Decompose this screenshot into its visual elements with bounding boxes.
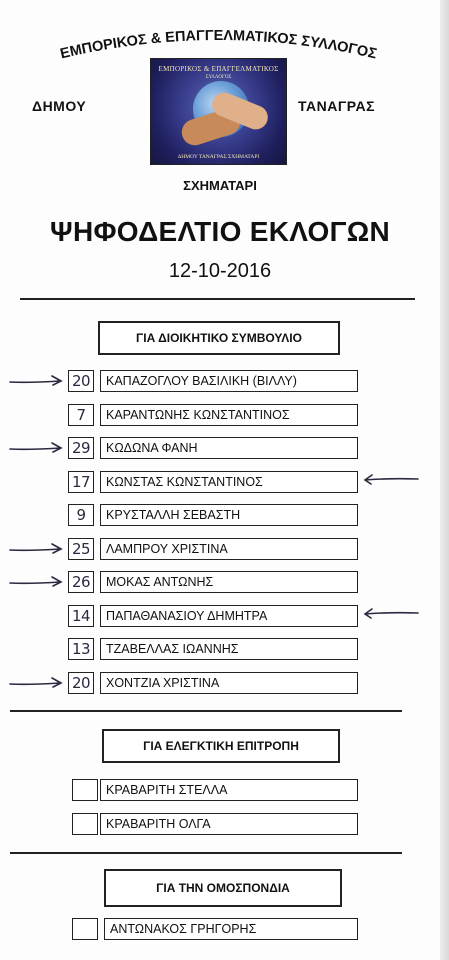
candidate-name: ΑΝΤΩΝΑΚΟΣ ΓΡΗΓΟΡΗΣ xyxy=(104,918,358,940)
ballot-title: ΨΗΦΟΔΕΛΤΙΟ ΕΚΛΟΓΩΝ xyxy=(50,216,390,247)
vote-checkbox[interactable] xyxy=(72,918,98,940)
municipality-name: ΤΑΝΑΓΡΑΣ xyxy=(298,98,376,114)
vote-checkbox[interactable]: 17 xyxy=(68,471,94,493)
hand-drawn-arrow-icon xyxy=(8,541,66,562)
candidate-name: ΠΑΠΑΘΑΝΑΣΙΟΥ ΔΗΜΗΤΡΑ xyxy=(100,605,358,627)
vote-checkbox[interactable]: 14 xyxy=(68,605,94,627)
hand-drawn-arrow-icon xyxy=(362,606,420,627)
candidate-name: ΚΑΠΑΖΟΓΛΟΥ ΒΑΣΙΛΙΚΗ (ΒΙΛΛΥ) xyxy=(100,370,358,392)
vote-checkbox[interactable]: 25 xyxy=(68,538,94,560)
page-edge-shadow xyxy=(440,0,449,960)
hand-drawn-arrow-icon xyxy=(8,440,66,461)
vote-checkbox[interactable] xyxy=(72,779,98,801)
divider xyxy=(10,852,402,854)
vote-checkbox[interactable]: 20 xyxy=(68,672,94,694)
hand-drawn-arrow-icon xyxy=(8,675,66,696)
candidate-name: ΚΩΔΩΝΑ ΦΑΝΗ xyxy=(100,437,358,459)
section-federation-label: ΓΙΑ ΤΗΝ ΟΜΟΣΠΟΝΔΙΑ xyxy=(104,869,342,907)
vote-checkbox[interactable]: 29 xyxy=(68,437,94,459)
logo-bottom-text: ΔΗΜΟΥ ΤΑΝΑΓΡΑΣ ΣΧΗΜΑΤΑΡΙ xyxy=(177,154,260,160)
logo-top-text: ΕΜΠΟΡΙΚΟΣ & ΕΠΑΓΓΕΛΜΑΤΙΚΟΣ xyxy=(158,65,279,73)
divider xyxy=(20,298,415,300)
election-date: 12-10-2016 xyxy=(168,260,272,282)
candidate-name: ΛΑΜΠΡΟΥ ΧΡΙΣΤΙΝΑ xyxy=(100,538,358,560)
vote-checkbox[interactable]: 9 xyxy=(68,504,94,526)
vote-checkbox[interactable]: 13 xyxy=(68,638,94,660)
section-board-label: ΓΙΑ ΔΙΟΙΚΗΤΙΚΟ ΣΥΜΒΟΥΛΙΟ xyxy=(98,321,340,355)
logo-sub-text: ΣΥΛΛΟΓΟΣ xyxy=(205,75,232,80)
candidate-name: ΜΟΚΑΣ ΑΝΤΩΝΗΣ xyxy=(100,571,358,593)
vote-checkbox[interactable] xyxy=(72,813,98,835)
candidate-name: ΤΖΑΒΕΛΛΑΣ ΙΩΑΝΝΗΣ xyxy=(100,638,358,660)
town-name: ΣΧΗΜΑΤΑΡΙ xyxy=(183,178,257,193)
candidate-name: ΚΩΝΣΤΑΣ ΚΩΝΣΤΑΝΤΙΝΟΣ xyxy=(100,471,358,493)
candidate-name: ΚΡΥΣΤΑΛΛΗ ΣΕΒΑΣΤΗ xyxy=(100,504,358,526)
candidate-name: ΚΡΑΒΑΡΙΤΗ ΣΤΕΛΛΑ xyxy=(100,779,358,801)
vote-checkbox[interactable]: 20 xyxy=(68,370,94,392)
candidate-name: ΚΡΑΒΑΡΙΤΗ ΟΛΓΑ xyxy=(100,813,358,835)
hand-drawn-arrow-icon xyxy=(8,574,66,595)
municipality-word: ΔΗΜΟΥ xyxy=(32,98,87,114)
section-audit-label: ΓΙΑ ΕΛΕΓΚΤΙΚΗ ΕΠΙΤΡΟΠΗ xyxy=(102,729,340,763)
hand-drawn-arrow-icon xyxy=(362,472,420,493)
vote-checkbox[interactable]: 26 xyxy=(68,571,94,593)
vote-checkbox[interactable]: 7 xyxy=(68,404,94,426)
candidate-name: ΚΑΡΑΝΤΩΝΗΣ ΚΩΝΣΤΑΝΤΙΝΟΣ xyxy=(100,404,358,426)
association-logo xyxy=(150,58,287,165)
divider xyxy=(10,710,402,712)
hand-drawn-arrow-icon xyxy=(8,373,66,394)
association-name: ΕΜΠΟΡΙΚΟΣ & ΕΠΑΓΓΕΛΜΑΤΙΚΟΣ ΣΥΛΛΟΓΟΣ xyxy=(58,27,379,63)
candidate-name: ΧΟΝΤΖΙΑ ΧΡΙΣΤΙΝΑ xyxy=(100,672,358,694)
